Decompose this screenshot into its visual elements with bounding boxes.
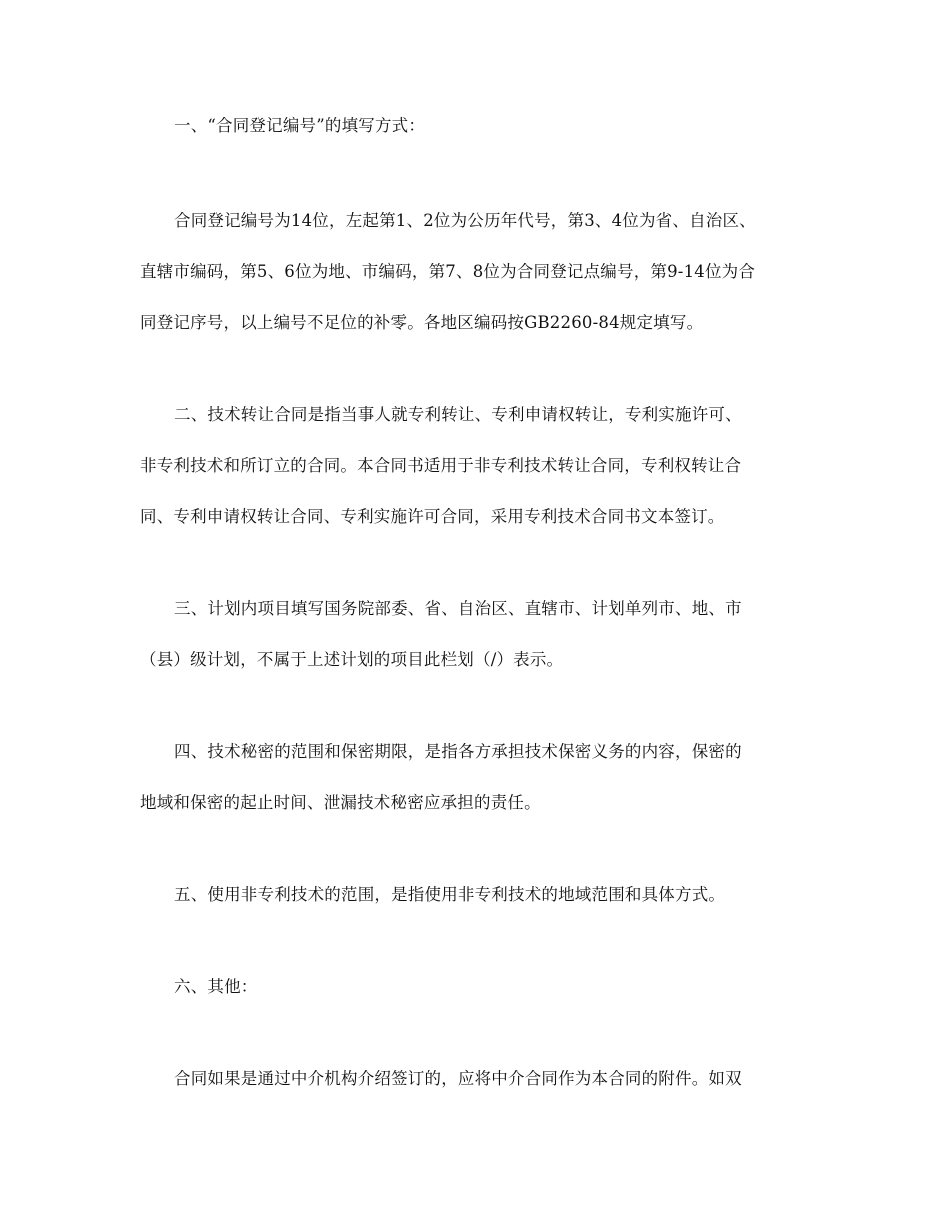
section4-line-1: 四、技术秘密的范围和保密期限，是指各方承担技术保密义务的内容，保密的	[174, 742, 742, 761]
section2-line-1: 二、技术转让合同是指当事人就专利转让、专利申请权转让，专利实施许可、	[174, 405, 742, 424]
section1-heading: 一、“合同登记编号”的填写方式：	[174, 116, 426, 135]
section5-line-1: 五、使用非专利技术的范围，是指使用非专利技术的地域范围和具体方式。	[174, 885, 726, 904]
section1-line-2: 直辖市编码，第5、6位为地、市编码，第7、8位为合同登记点编号，第9-14位为合	[140, 262, 756, 281]
section6-heading: 六、其他：	[174, 977, 258, 996]
section2-line-3: 同、专利申请权转让合同、专利实施许可合同，采用专利技术合同书文本签订。	[140, 507, 725, 526]
section2-line-2: 非专利技术和所订立的合同。本合同书适用于非专利技术转让合同，专利权转让合	[140, 456, 742, 475]
section3-line-1: 三、计划内项目填写国务院部委、省、自治区、直辖市、计划单列市、地、市	[174, 599, 742, 618]
section1-line-3: 同登记序号，以上编号不足位的补零。各地区编码按GB2260-84规定填写。	[140, 313, 704, 332]
section6-line-1: 合同如果是通过中介机构介绍签订的，应将中介合同作为本合同的附件。如双	[174, 1069, 742, 1088]
section4-line-2: 地域和保密的起止时间、泄漏技术秘密应承担的责任。	[140, 793, 541, 812]
section3-line-2: （县）级计划，不属于上述计划的项目此栏划（/）表示。	[140, 650, 564, 669]
section1-line-1: 合同登记编号为14位，左起第1、2位为公历年代号，第3、4位为省、自治区、	[174, 211, 756, 230]
